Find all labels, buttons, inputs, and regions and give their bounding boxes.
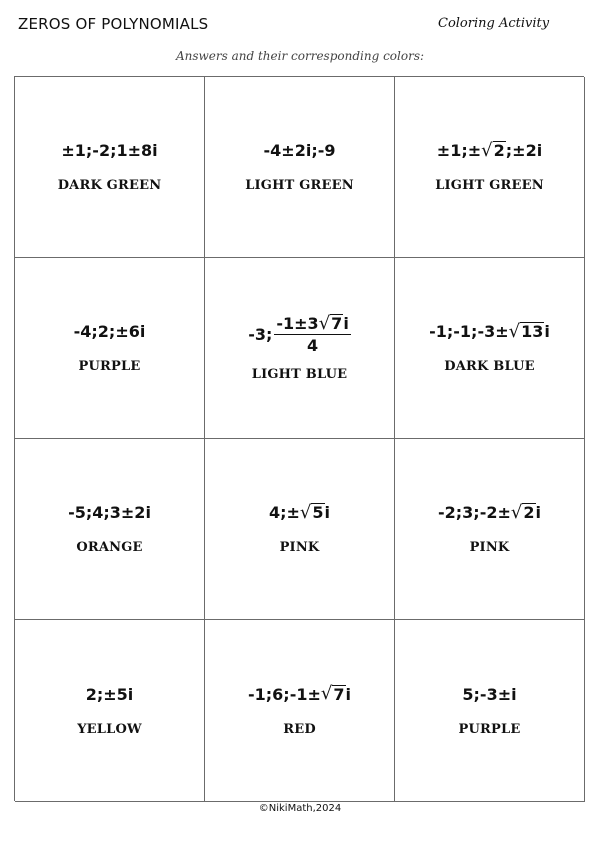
subtitle: Answers and their corresponding colors: [175, 49, 425, 63]
square-root: √ 5 [299, 501, 324, 523]
answer-cell [395, 77, 585, 258]
answer-text: 2;±5i [85, 684, 134, 704]
answer-text: -2;3;-2± √ 2 i [438, 501, 541, 523]
square-root: √ 13 [508, 320, 544, 342]
answer-cell [395, 620, 585, 802]
answer-cell [205, 258, 395, 439]
answer-grid [14, 76, 584, 801]
fraction-numerator: -1±3 √ 7 i [276, 313, 349, 334]
color-label: LIGHT GREEN [435, 178, 544, 193]
color-label: DARK BLUE [444, 359, 535, 374]
color-label: YELLOW [77, 721, 142, 737]
answer-cell [15, 620, 205, 802]
answer-cell [15, 439, 205, 620]
fraction [274, 314, 350, 355]
answer-text: -3; -1±3 √ 7 i 4 [248, 313, 349, 355]
answer-text: ±1;-2;1±8i [61, 141, 158, 160]
color-label: LIGHT GREEN [245, 178, 354, 193]
color-label: LIGHT BLUE [251, 367, 348, 382]
square-root: √ 2 [510, 501, 535, 523]
answer-text: -4;2;±6i [73, 322, 146, 341]
color-label: PINK [469, 540, 510, 555]
square-root: √ 7 [318, 313, 343, 334]
copyright-footer: ©NikiMath,2024 [258, 803, 342, 814]
answer-cell [15, 258, 205, 439]
answer-text: ±1;± √ 2 ;±2i [436, 139, 543, 161]
color-label: PURPLE [78, 359, 141, 374]
answer-text: 5;-3±i [462, 684, 517, 704]
answer-text: 4;± √ 5 i [268, 501, 331, 523]
answer-cell [395, 439, 585, 620]
color-label: DARK GREEN [57, 178, 162, 193]
answer-text: -5;4;3±2i [68, 503, 151, 522]
page-title: ZEROS OF POLYNOMIALS [18, 15, 209, 33]
fraction-denominator: 4 [307, 336, 319, 355]
answer-text: -4±2i;-9 [263, 141, 336, 160]
activity-label: Coloring Activity [438, 16, 550, 31]
answer-cell [15, 77, 205, 258]
color-label: ORANGE [76, 540, 143, 555]
square-root: √ 2 [481, 139, 505, 161]
answer-text: -1;-1;-3± √ 13 i [429, 320, 550, 342]
answer-cell [205, 620, 395, 802]
square-root: √ 7 [320, 683, 345, 705]
answer-cell [395, 258, 585, 439]
answer-cell [205, 439, 395, 620]
color-label: RED [283, 721, 316, 737]
color-label: PINK [279, 540, 320, 555]
answer-text: -1;6;-1± √ 7 i [248, 683, 351, 705]
color-label: PURPLE [458, 721, 521, 737]
answer-cell [205, 77, 395, 258]
